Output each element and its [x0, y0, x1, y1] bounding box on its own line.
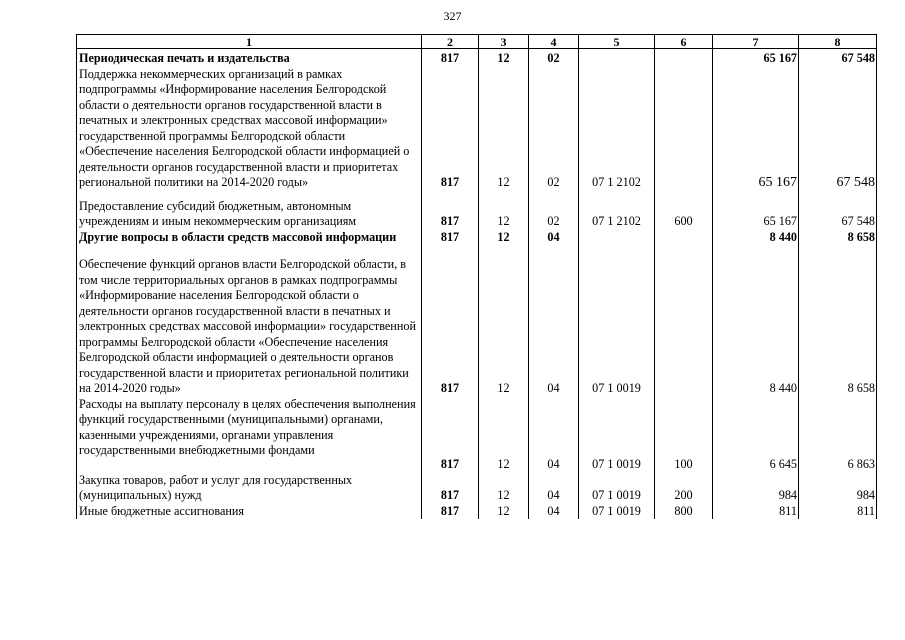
row-name: Обеспечение функций органов власти Белгородской области, в том числе территориальных органов в рамках подпрограммы «Информирование населения Белгородской области о деятельности органов государственной власти в печатных и электронных средствах массовой информации» государственной программы Белгородской области «Обеспечение населения Белгородской области информацией о деятельности органов государственной власти и приоритетах региональной политики на 2014-2020 годы» [77, 245, 422, 397]
table-header-row [77, 35, 877, 49]
table-row [77, 49, 877, 67]
row-ved: 817 [422, 230, 479, 246]
row-rz: 12 [479, 230, 529, 246]
row-pr: 04 [529, 230, 579, 246]
column-header-ved: 2 [422, 35, 479, 49]
row-csr: 07 1 0019 [579, 473, 655, 504]
column-header-rz: 3 [479, 35, 529, 49]
row-vr: 100 [655, 397, 713, 473]
row-ved: 817 [422, 49, 479, 67]
row-vr: 600 [655, 191, 713, 230]
row-ved: 817 [422, 67, 479, 191]
row-year1: 6 645 [713, 397, 799, 473]
column-header-pr: 4 [529, 35, 579, 49]
row-vr [655, 49, 713, 67]
row-vr [655, 245, 713, 397]
row-pr: 02 [529, 67, 579, 191]
row-year2: 67 548 [799, 191, 877, 230]
row-csr [579, 49, 655, 67]
budget-table [76, 34, 877, 519]
table-row [77, 191, 877, 230]
table-row [77, 397, 877, 473]
table-row [77, 245, 877, 397]
row-pr: 02 [529, 191, 579, 230]
row-year2: 6 863 [799, 397, 877, 473]
row-year1: 984 [713, 473, 799, 504]
row-csr: 07 1 0019 [579, 504, 655, 520]
row-pr: 04 [529, 397, 579, 473]
row-name: Периодическая печать и издательства [77, 49, 422, 67]
row-rz: 12 [479, 473, 529, 504]
row-pr: 02 [529, 49, 579, 67]
row-year1: 8 440 [713, 245, 799, 397]
row-rz: 12 [479, 49, 529, 67]
row-name: Закупка товаров, работ и услуг для государственных (муниципальных) нужд [77, 473, 422, 504]
row-year1: 65 167 [713, 191, 799, 230]
column-header-name: 1 [77, 35, 422, 49]
row-pr: 04 [529, 473, 579, 504]
row-csr: 07 1 2102 [579, 67, 655, 191]
column-header-year1: 7 [713, 35, 799, 49]
row-rz: 12 [479, 191, 529, 230]
row-year2: 67 548 [799, 49, 877, 67]
row-ved: 817 [422, 473, 479, 504]
row-rz: 12 [479, 397, 529, 473]
row-ved: 817 [422, 504, 479, 520]
row-year1: 811 [713, 504, 799, 520]
row-pr: 04 [529, 245, 579, 397]
row-year1: 65 167 [713, 67, 799, 191]
column-header-csr: 5 [579, 35, 655, 49]
page-number: 327 [443, 9, 462, 23]
row-vr [655, 230, 713, 246]
row-vr: 200 [655, 473, 713, 504]
row-csr [579, 230, 655, 246]
row-rz: 12 [479, 245, 529, 397]
row-ved: 817 [422, 397, 479, 473]
row-csr: 07 1 2102 [579, 191, 655, 230]
row-year2: 811 [799, 504, 877, 520]
table-row [77, 67, 877, 191]
row-vr [655, 67, 713, 191]
row-year1: 8 440 [713, 230, 799, 246]
row-name: Поддержка некоммерческих организаций в рамках подпрограммы «Информирование населения Белгородской области о деятельности органов государственной власти в печатных и электронных средствах массовой информации» государственной программы Белгородской области «Обеспечение населения Белгородской области информацией о деятельности органов государственной власти и приоритетах региональной политики на 2014-2020 годы» [77, 67, 422, 191]
row-name: Иные бюджетные ассигнования [77, 504, 422, 520]
row-ved: 817 [422, 191, 479, 230]
row-year2: 984 [799, 473, 877, 504]
row-csr: 07 1 0019 [579, 245, 655, 397]
row-year1: 65 167 [713, 49, 799, 67]
row-name: Предоставление субсидий бюджетным, автономным учреждениям и иным некоммерческим организациям [77, 191, 422, 230]
row-rz: 12 [479, 504, 529, 520]
row-name: Другие вопросы в области средств массовой информации [77, 230, 422, 246]
row-ved: 817 [422, 245, 479, 397]
row-vr: 800 [655, 504, 713, 520]
row-year2: 8 658 [799, 245, 877, 397]
column-header-year2: 8 [799, 35, 877, 49]
row-csr: 07 1 0019 [579, 397, 655, 473]
row-name: Расходы на выплату персоналу в целях обеспечения выполнения функций государственными (муниципальными) органами, казенными учреждениями, органами управления государственными внебюджетными фондами [77, 397, 422, 473]
table-row [77, 473, 877, 504]
row-year2: 67 548 [799, 67, 877, 191]
table-row [77, 504, 877, 520]
table-row [77, 230, 877, 246]
row-rz: 12 [479, 67, 529, 191]
column-header-vr: 6 [655, 35, 713, 49]
row-pr: 04 [529, 504, 579, 520]
row-year2: 8 658 [799, 230, 877, 246]
